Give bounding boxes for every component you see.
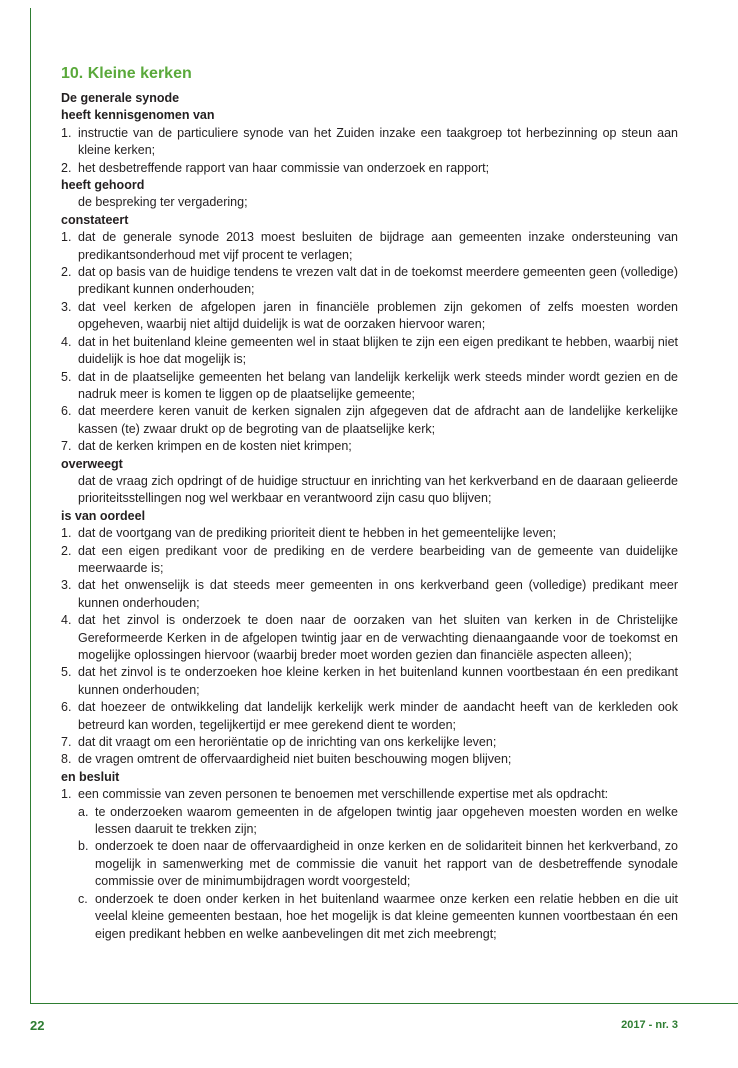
list-item: 5. dat in de plaatselijke gemeenten het belang van landelijk kerkelijk werk steeds minder wordt gezien en de nadruk meer is komen te liggen op de plaatselijke gemeente;: [61, 369, 678, 401]
list-item: 1. een commissie van zeven personen te benoemen met verschillende expertise met als opdracht:: [61, 787, 609, 802]
heading-kennisgenomen: heeft kennisgenomen van: [61, 108, 215, 123]
issue-label: 2017 - nr. 3: [621, 1019, 678, 1031]
footer-rule: [30, 1003, 738, 1004]
list-item: 1. dat de generale synode 2013 moest besluiten de bijdrage aan gemeenten inzake ondersteuning van predikantsonderhoud met vijf procent te verlagen;: [61, 230, 678, 262]
list-item: 7. dat dit vraagt om een heroriëntatie op de inrichting van ons kerkelijke leven;: [61, 735, 497, 750]
list-item: 4. dat het zinvol is onderzoek te doen naar de oorzaken van het sluiten van kerken in de Christelijke Gereformeerde Kerken in de afgelopen twintig jaar en de verwachting dienaangaande voor de toekomst en mogelijke oplossingen hiervoor (waarbij breder moet worden gezien dan financiële aspecten alleen);: [61, 613, 678, 662]
heading-synode: De generale synode: [61, 91, 180, 105]
overweegt-text: dat de vraag zich opdringt of de huidige structuur en inrichting van het kerkverband en de daaraan gelieerde prioriteitsstellingen nog wel werkbaar en verantwoord zijn casu quo blijven;: [78, 473, 678, 506]
list-item: 6. dat meerdere keren vanuit de kerken signalen zijn afgegeven dat de afdracht aan de landelijke kerkelijke kassen (te) zwaar drukt op de begroting van de plaatselijke kerk;: [61, 404, 678, 436]
left-margin-rule: [30, 8, 31, 1004]
list-item: 2. het desbetreffende rapport van haar commissie van onderzoek en rapport;: [61, 160, 490, 175]
list-item: 4. dat in het buitenland kleine gemeenten wel in staat blijken te zijn een eigen predikant te hebben, waarbij niet duidelijk is hoe dat mogelijk is;: [61, 334, 678, 367]
list-item: 5. dat het zinvol is te onderzoeken hoe kleine kerken in het buitenland kunnen voortbestaan én een predikant kunnen onderhouden;: [61, 665, 678, 697]
sub-list-item: a. te onderzoeken waarom gemeenten in de afgelopen twintig jaar opgeheven moesten worden en welke lessen daaruit te trekken zijn;: [78, 804, 678, 837]
heading-besluit: en besluit: [61, 769, 120, 784]
list-item: 8. de vragen omtrent de offervaardigheid niet buiten beschouwing mogen blijven;: [61, 752, 512, 767]
sub-list-item: c. onderzoek te doen onder kerken in het buitenland waarmee onze kerken een relatie hebben en die uit veelal kleine gemeenten bestaan, hoe het mogelijk is dat kleine gemeenten kunnen voortbestaan én een eigen predikant hebben en welke aanbevelingen dit met zich meebrengt;: [78, 891, 678, 941]
section-title: 10. Kleine kerken: [61, 65, 192, 82]
list-item: 6. dat hoezeer de ontwikkeling dat landelijk kerkelijk werk minder de aandacht heeft van de kerkleden ook betreurd kan worden, tegelijkertijd er mee gerekend dient te worden;: [61, 700, 678, 732]
list-item: 2. dat op basis van de huidige tendens te vrezen valt dat in de toekomst meerdere gemeenten geen (volledige) predikant kunnen onderhouden;: [61, 265, 678, 297]
page-number: 22: [30, 1018, 45, 1033]
heading-gehoord: heeft gehoord: [61, 178, 145, 193]
list-item: 3. dat het onwenselijk is dat steeds meer gemeenten in ons kerkverband geen (volledige) predikant meer kunnen onderhouden;: [61, 578, 678, 610]
list-item: 7. dat de kerken krimpen en de kosten niet krimpen;: [61, 439, 352, 454]
list-item: 1. dat de voortgang van de prediking prioriteit dient te hebben in het gemeentelijke leven;: [61, 526, 557, 541]
article: [61, 64, 678, 943]
heading-constateert: constateert: [61, 212, 129, 227]
gehoord-text: de bespreking ter vergadering;: [78, 195, 248, 210]
heading-overweegt: overweegt: [61, 456, 123, 471]
sub-list-item: b. onderzoek te doen naar de offervaardigheid in onze kerken en de solidariteit binnen het kerkverband, zo mogelijk in samenwerking met de commissie die vanuit het rapport van de desbetreffende synodale commissie over de minimumbijdragen wordt voorgesteld;: [78, 839, 678, 889]
list-item: 2. dat een eigen predikant voor de prediking en de verdere bearbeiding van de gemeente van duidelijke meerwaarde is;: [61, 543, 678, 575]
list-item: 1. instructie van de particuliere synode van het Zuiden inzake een taakgroep tot herbezinning op steun aan kleine kerken;: [61, 125, 678, 158]
heading-oordeel: is van oordeel: [61, 508, 146, 523]
list-item: 3. dat veel kerken de afgelopen jaren in financiële problemen zijn gekomen of zelfs moesten worden opgeheven, waarbij niet altijd duidelijk is wat de oorzaken hiervoor waren;: [61, 299, 678, 332]
